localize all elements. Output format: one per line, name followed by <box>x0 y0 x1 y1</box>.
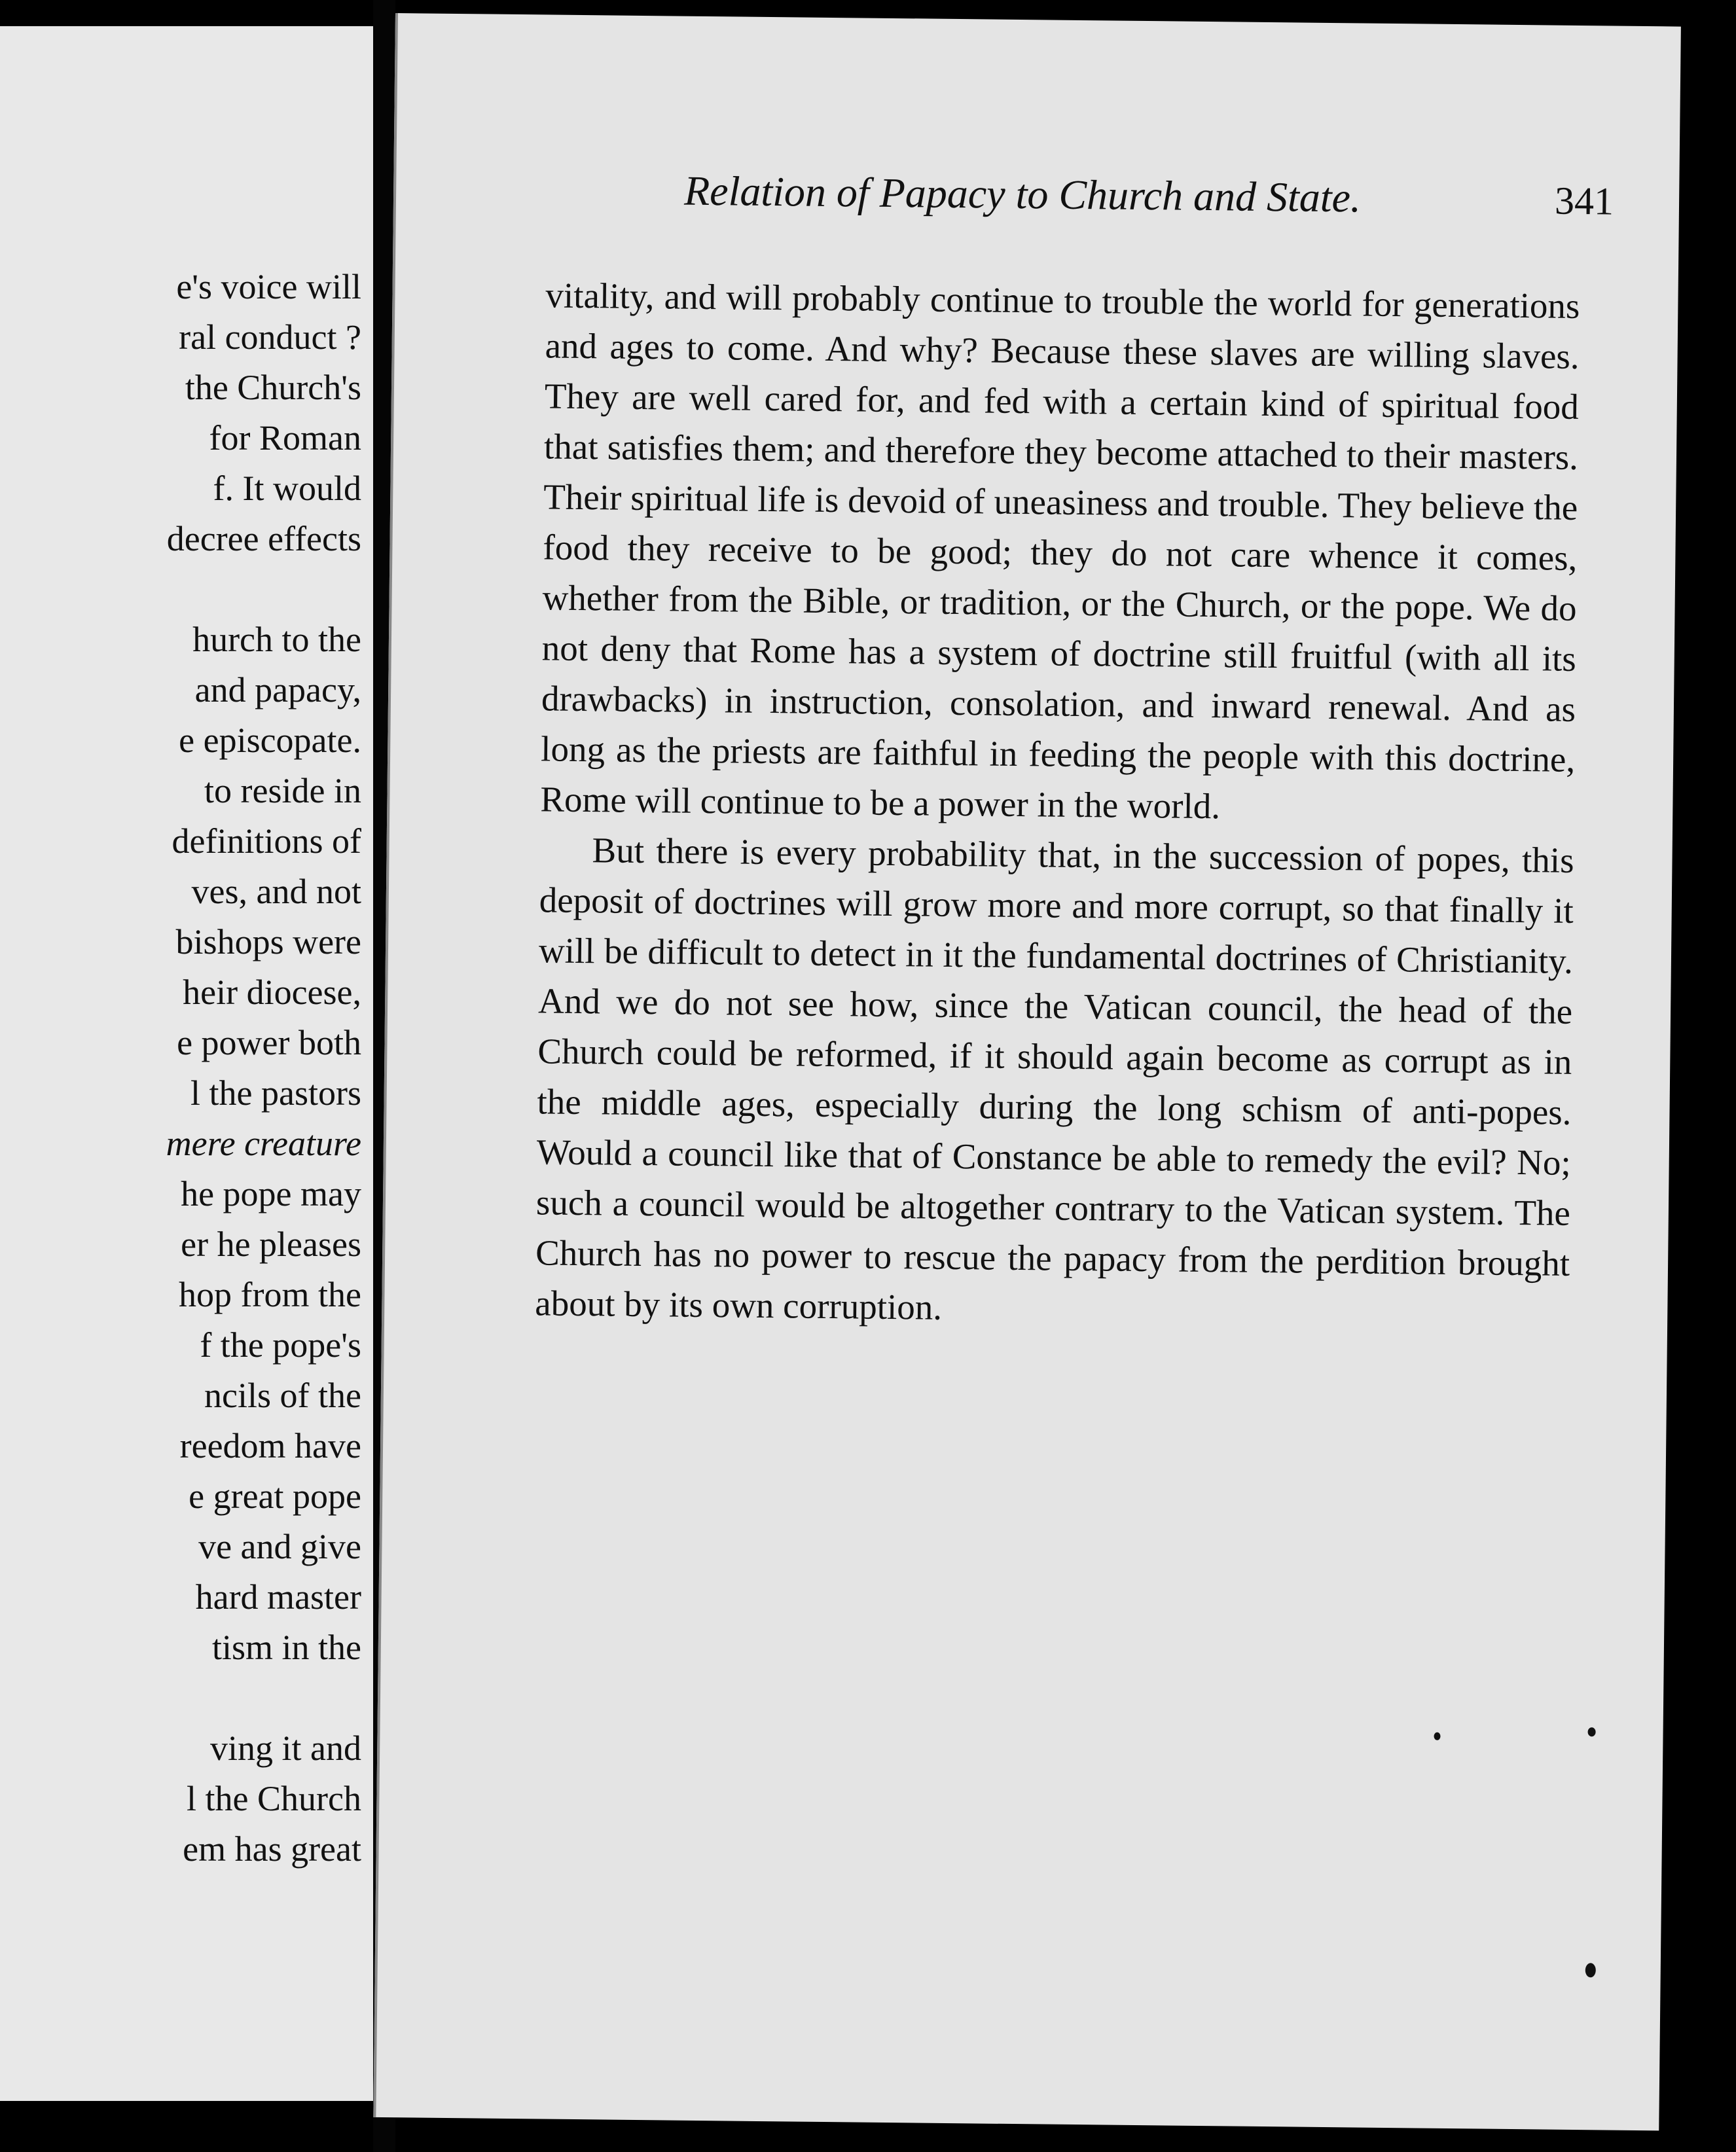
main-page <box>373 13 1681 2130</box>
facing-line: bishops were <box>175 922 361 961</box>
facing-line: e's voice will <box>176 267 361 306</box>
facing-line: e power both <box>177 1023 361 1062</box>
body-text <box>535 270 1580 1338</box>
facing-line: l the pastors <box>190 1073 361 1113</box>
facing-line: f. It would <box>213 469 361 508</box>
facing-line: em has great <box>183 1829 361 1869</box>
facing-line: reedom have <box>179 1426 361 1465</box>
running-title: Relation of Papacy to Church and State. <box>683 167 1362 221</box>
facing-line: to reside in <box>204 771 361 810</box>
paragraph: But there is every probability that, in the succession of popes, this deposit of doctrines will grow more and more corrupt, so that finally it will be difficult to detect in it the fundamental doctrines of Christianity. And we do not see how, since the Vatican council, the head of the Church could be reformed, if it should again become as corrupt as in the middle ages, especially during the long schism of anti-popes. Would a council like that of Constance be able to remedy the evil? No; such a council would be altogether contrary to the Vatican system. The Church has no power to rescue the papacy from the perdition brought about by its own corruption. <box>535 830 1574 1327</box>
facing-line: hard master <box>195 1577 361 1617</box>
facing-line: the Church's <box>185 368 361 407</box>
facing-line: l the Church <box>187 1779 361 1818</box>
facing-line: he pope may <box>181 1174 361 1213</box>
facing-line: ving it and <box>210 1729 361 1768</box>
facing-line: heir diocese, <box>183 973 361 1012</box>
facing-line: mere creature <box>166 1124 361 1163</box>
facing-line-gap <box>0 564 361 615</box>
ink-speck <box>1585 1963 1596 1977</box>
paragraph: vitality, and will probably continue to trouble the world for generations and ages to come. And why? Because these slaves are willing slaves. They are well cared for, and fed with a certain kind of spiritual food that satisfies them; and therefore they become attached to their masters. Their spiritual life is devoid of uneasiness and trouble. They believe the food they receive to be good; they do not care whence it comes, whether from the Bible, or tradition, or the Church, or the pope. We do not deny that Rome has a system of doctrine still fruitful (with all its drawbacks) in instruction, consolation, and inward renewal. And as long as the priests are faithful in feeding the people with this doctrine, Rome will continue to be a power in the world. <box>540 275 1580 827</box>
ink-speck <box>1588 1727 1596 1736</box>
ink-speck <box>1434 1732 1440 1740</box>
facing-line: definitions of <box>172 821 361 861</box>
facing-line: and papacy, <box>194 670 361 709</box>
facing-line: hop from the <box>179 1275 361 1314</box>
page-header <box>684 167 1614 225</box>
facing-line: tism in the <box>212 1628 361 1667</box>
facing-line: e great pope <box>189 1477 361 1516</box>
facing-line: ves, and not <box>191 872 361 911</box>
facing-line: for Roman <box>209 418 361 457</box>
facing-line: er he pleases <box>181 1225 361 1264</box>
facing-line: f the pope's <box>200 1325 361 1365</box>
facing-line: decree effects <box>166 519 361 558</box>
facing-line-gap <box>0 1673 361 1723</box>
facing-line: ral conduct ? <box>179 317 361 357</box>
facing-line: hurch to the <box>192 620 361 659</box>
facing-page-text <box>0 262 361 1874</box>
facing-line: ve and give <box>198 1527 361 1566</box>
page-number: 341 <box>1554 179 1614 223</box>
facing-page <box>0 26 373 2101</box>
facing-line: ncils of the <box>204 1376 361 1415</box>
facing-line: e episcopate. <box>179 721 361 760</box>
